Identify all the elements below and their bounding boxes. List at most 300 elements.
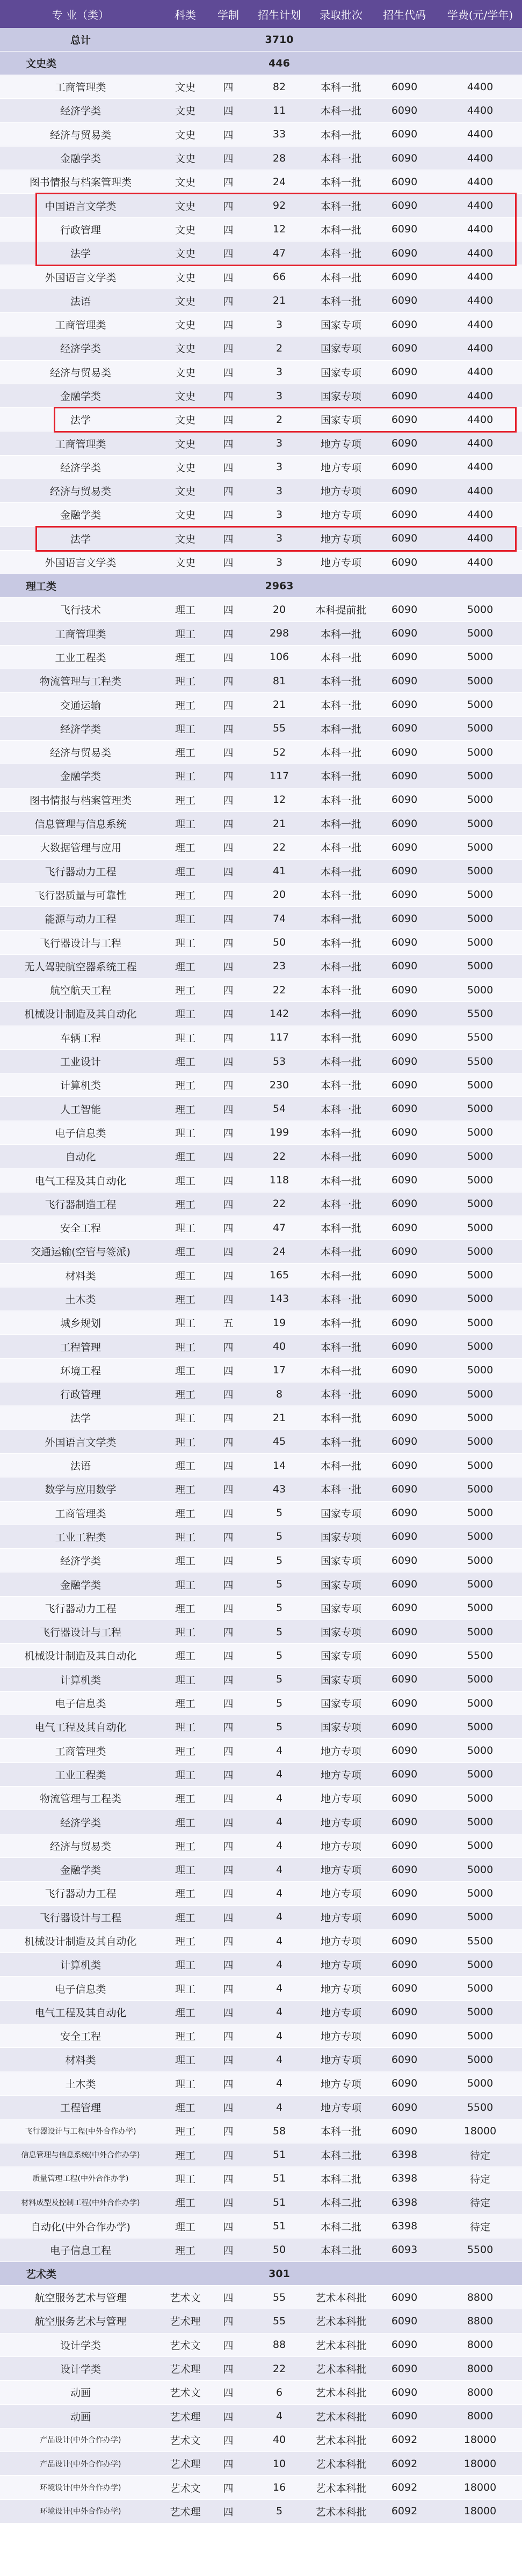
table-row	[0, 1977, 522, 2000]
cell-category: 理工	[175, 1793, 195, 1805]
cell-batch: 地方专项	[320, 1745, 361, 1758]
cell-batch: 本科一批	[320, 961, 361, 973]
cell-batch: 本科一批	[320, 985, 361, 997]
cell-batch: 本科一批	[320, 1223, 361, 1235]
cell-tuition: 待定	[469, 2173, 490, 2185]
table-row	[0, 99, 522, 122]
cell-plan: 8	[276, 1388, 283, 1400]
table-row	[0, 1335, 522, 1358]
table-row	[0, 1858, 522, 1882]
cell-code: 6090	[391, 1245, 418, 1257]
cell-tuition: 5000	[467, 699, 494, 711]
cell-years: 四	[223, 889, 234, 902]
table-row	[0, 2309, 522, 2333]
cell-code: 6090	[391, 1341, 418, 1353]
table-row	[0, 1692, 522, 1715]
cell-years: 五	[223, 1318, 234, 1330]
cell-years: 四	[223, 462, 234, 474]
cell-years: 四	[223, 1270, 234, 1282]
cell-batch: 本科一批	[320, 1008, 361, 1021]
table-row	[0, 1050, 522, 1073]
cell-category: 理工	[175, 1341, 195, 1353]
cell-code: 6090	[391, 1649, 418, 1662]
cell-category: 理工	[175, 1436, 195, 1448]
cell-plan: 5	[276, 1673, 283, 1686]
cell-tuition: 5000	[467, 865, 494, 877]
cell-batch: 地方专项	[320, 1769, 361, 1781]
cell-plan: 17	[272, 1364, 286, 1377]
cell-code: 6090	[391, 200, 418, 212]
cell-plan: 55	[272, 722, 286, 735]
table-row	[0, 218, 522, 241]
cell-batch: 地方专项	[320, 1840, 361, 1853]
table-row	[0, 527, 522, 551]
cell-major: 法学	[70, 248, 91, 260]
cell-tuition: 5000	[467, 1673, 494, 1686]
table-row	[0, 2238, 522, 2262]
cell-category: 理工	[175, 1175, 195, 1187]
cell-code: 6092	[391, 2482, 418, 2494]
cell-batch: 本科二批	[320, 2149, 361, 2162]
cell-years: 四	[223, 1223, 234, 1235]
cell-years: 四	[223, 1246, 234, 1258]
table-row	[0, 1121, 522, 1145]
cell-major: 行政管理	[60, 224, 101, 236]
cell-years: 四	[223, 2149, 234, 2162]
table-row	[0, 2500, 522, 2523]
cell-category: 理工	[175, 1484, 195, 1496]
cell-code: 6090	[391, 1103, 418, 1115]
cell-code: 6090	[391, 2410, 418, 2423]
cell-batch: 本科一批	[320, 1484, 361, 1496]
cell-category: 理工	[175, 1056, 195, 1069]
cell-years: 四	[223, 1365, 234, 1377]
cell-tuition: 8000	[467, 2410, 494, 2423]
cell-plan: 21	[272, 295, 286, 307]
header-tuition: 学费(元/学年)	[447, 8, 513, 21]
cell-plan: 51	[272, 2220, 286, 2233]
cell-major: 工业工程类	[55, 1769, 106, 1781]
cell-batch: 本科一批	[320, 771, 361, 783]
cell-major: 经济学类	[60, 723, 101, 735]
cell-major: 金融学类	[60, 391, 101, 402]
cell-batch: 本科一批	[320, 105, 361, 118]
cell-tuition: 18000	[463, 2505, 497, 2518]
cell-major: 设计学类	[60, 2363, 101, 2376]
cell-category: 文史	[175, 272, 195, 284]
cell-code: 6090	[391, 1745, 418, 1757]
cell-batch: 本科一批	[320, 129, 361, 141]
cell-batch: 国家专项	[320, 1627, 361, 1639]
cell-major: 法语	[70, 295, 91, 308]
cell-plan: 40	[272, 1341, 286, 1353]
cell-code: 6090	[391, 2362, 418, 2375]
cell-plan: 21	[272, 1411, 286, 1424]
cell-batch: 本科一批	[320, 1365, 361, 1377]
section-row	[0, 52, 522, 75]
header-category: 科类	[175, 8, 196, 21]
cell-tuition: 5000	[467, 1697, 494, 1709]
cell-category: 理工	[175, 2244, 195, 2257]
cell-plan: 4	[276, 1768, 283, 1781]
table-row	[0, 836, 522, 859]
cell-plan: 4	[276, 1792, 283, 1804]
cell-batch: 艺术本科批	[315, 2434, 367, 2447]
cell-batch: 本科一批	[320, 1341, 361, 1353]
cell-major: 产品设计(中外合作办学)	[40, 2436, 121, 2445]
cell-years: 四	[223, 1103, 234, 1116]
cell-tuition: 5000	[467, 984, 494, 996]
cell-category: 理工	[175, 818, 195, 831]
cell-category: 艺术文	[170, 2387, 201, 2399]
cell-tuition: 8000	[467, 2339, 494, 2351]
cell-batch: 国家专项	[320, 1650, 361, 1663]
cell-tuition: 5000	[467, 817, 494, 830]
cell-code: 6090	[391, 1411, 418, 1424]
cell-years: 四	[223, 1341, 234, 1353]
cell-years: 四	[223, 2434, 234, 2447]
table-row	[0, 931, 522, 954]
cell-years: 四	[223, 200, 234, 213]
cell-plan: 4	[276, 1863, 283, 1876]
cell-years: 四	[223, 2506, 234, 2518]
cell-tuition: 5000	[467, 2077, 494, 2090]
cell-years: 四	[223, 866, 234, 878]
cell-major: 电子信息类	[55, 1698, 106, 1710]
cell-code: 6090	[391, 1364, 418, 1377]
cell-tuition: 5000	[467, 1459, 494, 1472]
cell-tuition: 5000	[467, 1554, 494, 1567]
cell-tuition: 5000	[467, 794, 494, 806]
cell-plan: 22	[272, 1150, 286, 1162]
table-row	[0, 503, 522, 526]
cell-batch: 艺术本科批	[315, 2292, 367, 2304]
cell-category: 理工	[175, 652, 195, 664]
table-row	[0, 1359, 522, 1382]
cell-plan: 50	[272, 936, 286, 949]
cell-tuition: 5000	[467, 1411, 494, 1424]
section-rows	[0, 2286, 522, 2523]
cell-years: 四	[223, 1983, 234, 1995]
cell-batch: 地方专项	[320, 1864, 361, 1877]
cell-tuition: 5000	[467, 1150, 494, 1162]
table-row	[0, 1597, 522, 1620]
section-rows	[0, 75, 522, 574]
cell-category: 文史	[175, 248, 195, 260]
cell-plan: 6	[276, 2386, 283, 2398]
cell-plan: 22	[272, 984, 286, 996]
cell-category: 理工	[175, 1460, 195, 1473]
cell-plan: 51	[272, 2172, 286, 2185]
cell-major: 计算机类	[60, 1674, 101, 1686]
table-row	[0, 75, 522, 99]
cell-category: 理工	[175, 1769, 195, 1781]
cell-tuition: 5000	[467, 1982, 494, 1995]
cell-major: 工商管理类	[55, 319, 106, 332]
cell-plan: 3	[276, 366, 283, 378]
cell-tuition: 4400	[467, 128, 494, 141]
cell-category: 理工	[175, 1293, 195, 1306]
cell-category: 文史	[175, 367, 195, 379]
cell-plan: 55	[272, 2315, 286, 2327]
cell-batch: 本科一批	[320, 1198, 361, 1211]
cell-tuition: 18000	[463, 2482, 497, 2494]
cell-batch: 地方专项	[320, 462, 361, 474]
cell-major: 安全工程	[60, 1223, 101, 1235]
cell-category: 艺术文	[170, 2339, 201, 2352]
cell-code: 6090	[391, 2053, 418, 2066]
cell-category: 理工	[175, 604, 195, 617]
cell-category: 文史	[175, 557, 195, 569]
cell-plan: 4	[276, 1816, 283, 1828]
cell-code: 6090	[391, 1388, 418, 1400]
cell-code: 6090	[391, 390, 418, 402]
cell-tuition: 5000	[467, 1245, 494, 1257]
table-row	[0, 551, 522, 574]
cell-years: 四	[223, 937, 234, 949]
cell-major: 材料类	[65, 1270, 96, 1282]
cell-plan: 43	[272, 1483, 286, 1495]
cell-category: 理工	[175, 723, 195, 735]
cell-plan: 5	[276, 1531, 283, 1543]
cell-major: 土木类	[65, 1293, 96, 1306]
cell-plan: 143	[269, 1293, 289, 1305]
cell-batch: 国家专项	[320, 1602, 361, 1615]
cell-code: 6090	[391, 2315, 418, 2327]
cell-code: 6090	[391, 1055, 418, 1067]
cell-category: 理工	[175, 794, 195, 807]
cell-major: 工商管理类	[55, 628, 106, 640]
cell-code: 6090	[391, 1126, 418, 1139]
cell-category: 理工	[175, 628, 195, 640]
cell-category: 理工	[175, 1032, 195, 1044]
cell-plan: 88	[272, 2339, 286, 2351]
cell-batch: 艺术本科批	[315, 2482, 367, 2494]
cell-tuition: 5500	[467, 1031, 494, 1044]
header-batch: 录取批次	[320, 8, 363, 21]
cell-code: 6090	[391, 175, 418, 188]
table-row	[0, 265, 522, 289]
cell-plan: 92	[272, 200, 286, 212]
table-row	[0, 1668, 522, 1692]
cell-category: 文史	[175, 533, 195, 545]
cell-plan: 14	[272, 1459, 286, 1472]
cell-category: 理工	[175, 1936, 195, 1948]
cell-plan: 33	[272, 128, 286, 141]
cell-years: 四	[223, 1793, 234, 1805]
cell-plan: 74	[272, 912, 286, 925]
table-row	[0, 1787, 522, 1810]
cell-plan: 12	[272, 223, 286, 236]
cell-years: 四	[223, 319, 234, 332]
cell-code: 6090	[391, 1863, 418, 1876]
cell-tuition: 5000	[467, 746, 494, 758]
cell-tuition: 5000	[467, 2053, 494, 2066]
cell-tuition: 5000	[467, 1483, 494, 1495]
cell-major: 工商管理类	[55, 1507, 106, 1520]
table-row	[0, 1073, 522, 1097]
cell-category: 理工	[175, 2078, 195, 2090]
cell-category: 文史	[175, 343, 195, 355]
cell-category: 理工	[175, 1223, 195, 1235]
cell-plan: 5	[276, 1649, 283, 1662]
cell-category: 文史	[175, 414, 195, 427]
table-row	[0, 194, 522, 217]
cell-batch: 本科一批	[320, 889, 361, 902]
cell-batch: 国家专项	[320, 1698, 361, 1710]
cell-tuition: 4400	[467, 556, 494, 568]
cell-batch: 地方专项	[320, 2102, 361, 2114]
cell-plan: 5	[276, 1602, 283, 1614]
cell-category: 文史	[175, 486, 195, 498]
cell-years: 四	[223, 2387, 234, 2399]
cell-category: 文史	[175, 129, 195, 141]
cell-category: 艺术理	[170, 2506, 201, 2518]
cell-major: 飞行器设计与工程	[39, 1912, 121, 1924]
cell-plan: 22	[272, 2362, 286, 2375]
cell-category: 理工	[175, 1198, 195, 1211]
cell-plan: 50	[272, 2244, 286, 2256]
section-plan: 446	[269, 57, 290, 69]
cell-plan: 2	[276, 413, 283, 426]
cell-plan: 5	[276, 1721, 283, 1733]
cell-major: 中国语言文学类	[45, 200, 117, 213]
cell-years: 四	[223, 1198, 234, 1211]
cell-category: 理工	[175, 2173, 195, 2185]
cell-years: 四	[223, 961, 234, 973]
cell-plan: 10	[272, 2457, 286, 2470]
table-row	[0, 1216, 522, 1240]
cell-code: 6090	[391, 699, 418, 711]
cell-code: 6090	[391, 1031, 418, 1044]
cell-tuition: 5000	[467, 1269, 494, 1282]
cell-plan: 3	[276, 556, 283, 568]
cell-years: 四	[223, 771, 234, 783]
cell-plan: 4	[276, 1745, 283, 1757]
cell-category: 理工	[175, 961, 195, 973]
cell-years: 四	[223, 391, 234, 402]
cell-years: 四	[223, 2197, 234, 2209]
cell-major: 电气工程及其自动化	[34, 1175, 127, 1187]
cell-major: 经济学类	[60, 1555, 101, 1568]
cell-category: 理工	[175, 747, 195, 759]
cell-code: 6090	[391, 2030, 418, 2042]
table-row	[0, 860, 522, 883]
cell-tuition: 5000	[467, 889, 494, 901]
cell-major: 大数据管理与应用	[39, 842, 121, 854]
cell-batch: 艺术本科批	[315, 2458, 367, 2471]
cell-category: 理工	[175, 1864, 195, 1877]
cell-category: 理工	[175, 1817, 195, 1829]
cell-plan: 3	[276, 390, 283, 402]
cell-tuition: 5000	[467, 1863, 494, 1876]
cell-plan: 20	[272, 603, 286, 616]
cell-tuition: 4400	[467, 318, 494, 331]
cell-major: 飞行器设计与工程(中外合作办学)	[25, 2127, 136, 2136]
table-row	[0, 2001, 522, 2024]
cell-plan: 47	[272, 1221, 286, 1234]
table-row	[0, 693, 522, 716]
cell-code: 6090	[391, 841, 418, 853]
table-row	[0, 1644, 522, 1667]
cell-batch: 国家专项	[320, 1579, 361, 1591]
table-row	[0, 2452, 522, 2476]
cell-tuition: 5000	[467, 912, 494, 925]
cell-tuition: 18000	[463, 2457, 497, 2470]
cell-plan: 3	[276, 318, 283, 331]
cell-major: 工程管理	[60, 2102, 101, 2114]
table-row	[0, 147, 522, 170]
cell-tuition: 4400	[467, 413, 494, 426]
cell-code: 6090	[391, 1007, 418, 1020]
cell-years: 四	[223, 747, 234, 759]
cell-plan: 4	[276, 1887, 283, 1899]
total-plan: 3710	[265, 33, 294, 46]
cell-code: 6090	[391, 80, 418, 93]
cell-batch: 本科一批	[320, 1080, 361, 1092]
cell-code: 6090	[391, 1507, 418, 1519]
cell-category: 文史	[175, 295, 195, 308]
table-row	[0, 123, 522, 147]
cell-years: 四	[223, 1769, 234, 1781]
cell-code: 6090	[391, 1293, 418, 1305]
cell-years: 四	[223, 2031, 234, 2043]
cell-code: 6090	[391, 912, 418, 925]
cell-code: 6090	[391, 1887, 418, 1899]
cell-major: 电气工程及其自动化	[34, 1722, 127, 1734]
cell-batch: 本科一批	[320, 295, 361, 308]
cell-category: 艺术理	[170, 2411, 201, 2423]
cell-tuition: 5000	[467, 675, 494, 687]
cell-tuition: 4400	[467, 80, 494, 93]
cell-plan: 40	[272, 2434, 286, 2446]
cell-plan: 4	[276, 2006, 283, 2018]
cell-category: 理工	[175, 771, 195, 783]
cell-category: 理工	[175, 1151, 195, 1163]
cell-batch: 本科一批	[320, 1056, 361, 1069]
cell-major: 交通运输	[60, 699, 101, 712]
cell-batch: 本科二批	[320, 2221, 361, 2233]
section-name: 艺术类	[26, 2268, 57, 2281]
cell-code: 6090	[391, 1911, 418, 1923]
cell-plan: 58	[272, 2125, 286, 2137]
cell-batch: 国家专项	[320, 343, 361, 355]
table-row	[0, 1311, 522, 1335]
cell-batch: 艺术本科批	[315, 2411, 367, 2423]
cell-code: 6090	[391, 104, 418, 116]
cell-tuition: 5000	[467, 1341, 494, 1353]
cell-batch: 本科一批	[320, 1127, 361, 1139]
cell-code: 6090	[391, 1221, 418, 1234]
cell-tuition: 5500	[467, 1055, 494, 1067]
table-row	[0, 2167, 522, 2191]
cell-category: 文史	[175, 509, 195, 522]
cell-tuition: 4400	[467, 461, 494, 473]
cell-major: 设计学类	[60, 2339, 101, 2352]
cell-years: 四	[223, 913, 234, 926]
cell-major: 经济与贸易类	[49, 747, 111, 759]
cell-major: 环境设计(中外合作办学)	[40, 2507, 121, 2516]
cell-code: 6090	[391, 2125, 418, 2137]
table-row	[0, 1264, 522, 1287]
table-row	[0, 1929, 522, 1953]
cell-years: 四	[223, 2292, 234, 2304]
cell-batch: 地方专项	[320, 1793, 361, 1805]
table-row	[0, 717, 522, 741]
table-row	[0, 1430, 522, 1454]
cell-years: 四	[223, 509, 234, 522]
cell-code: 6090	[391, 603, 418, 616]
